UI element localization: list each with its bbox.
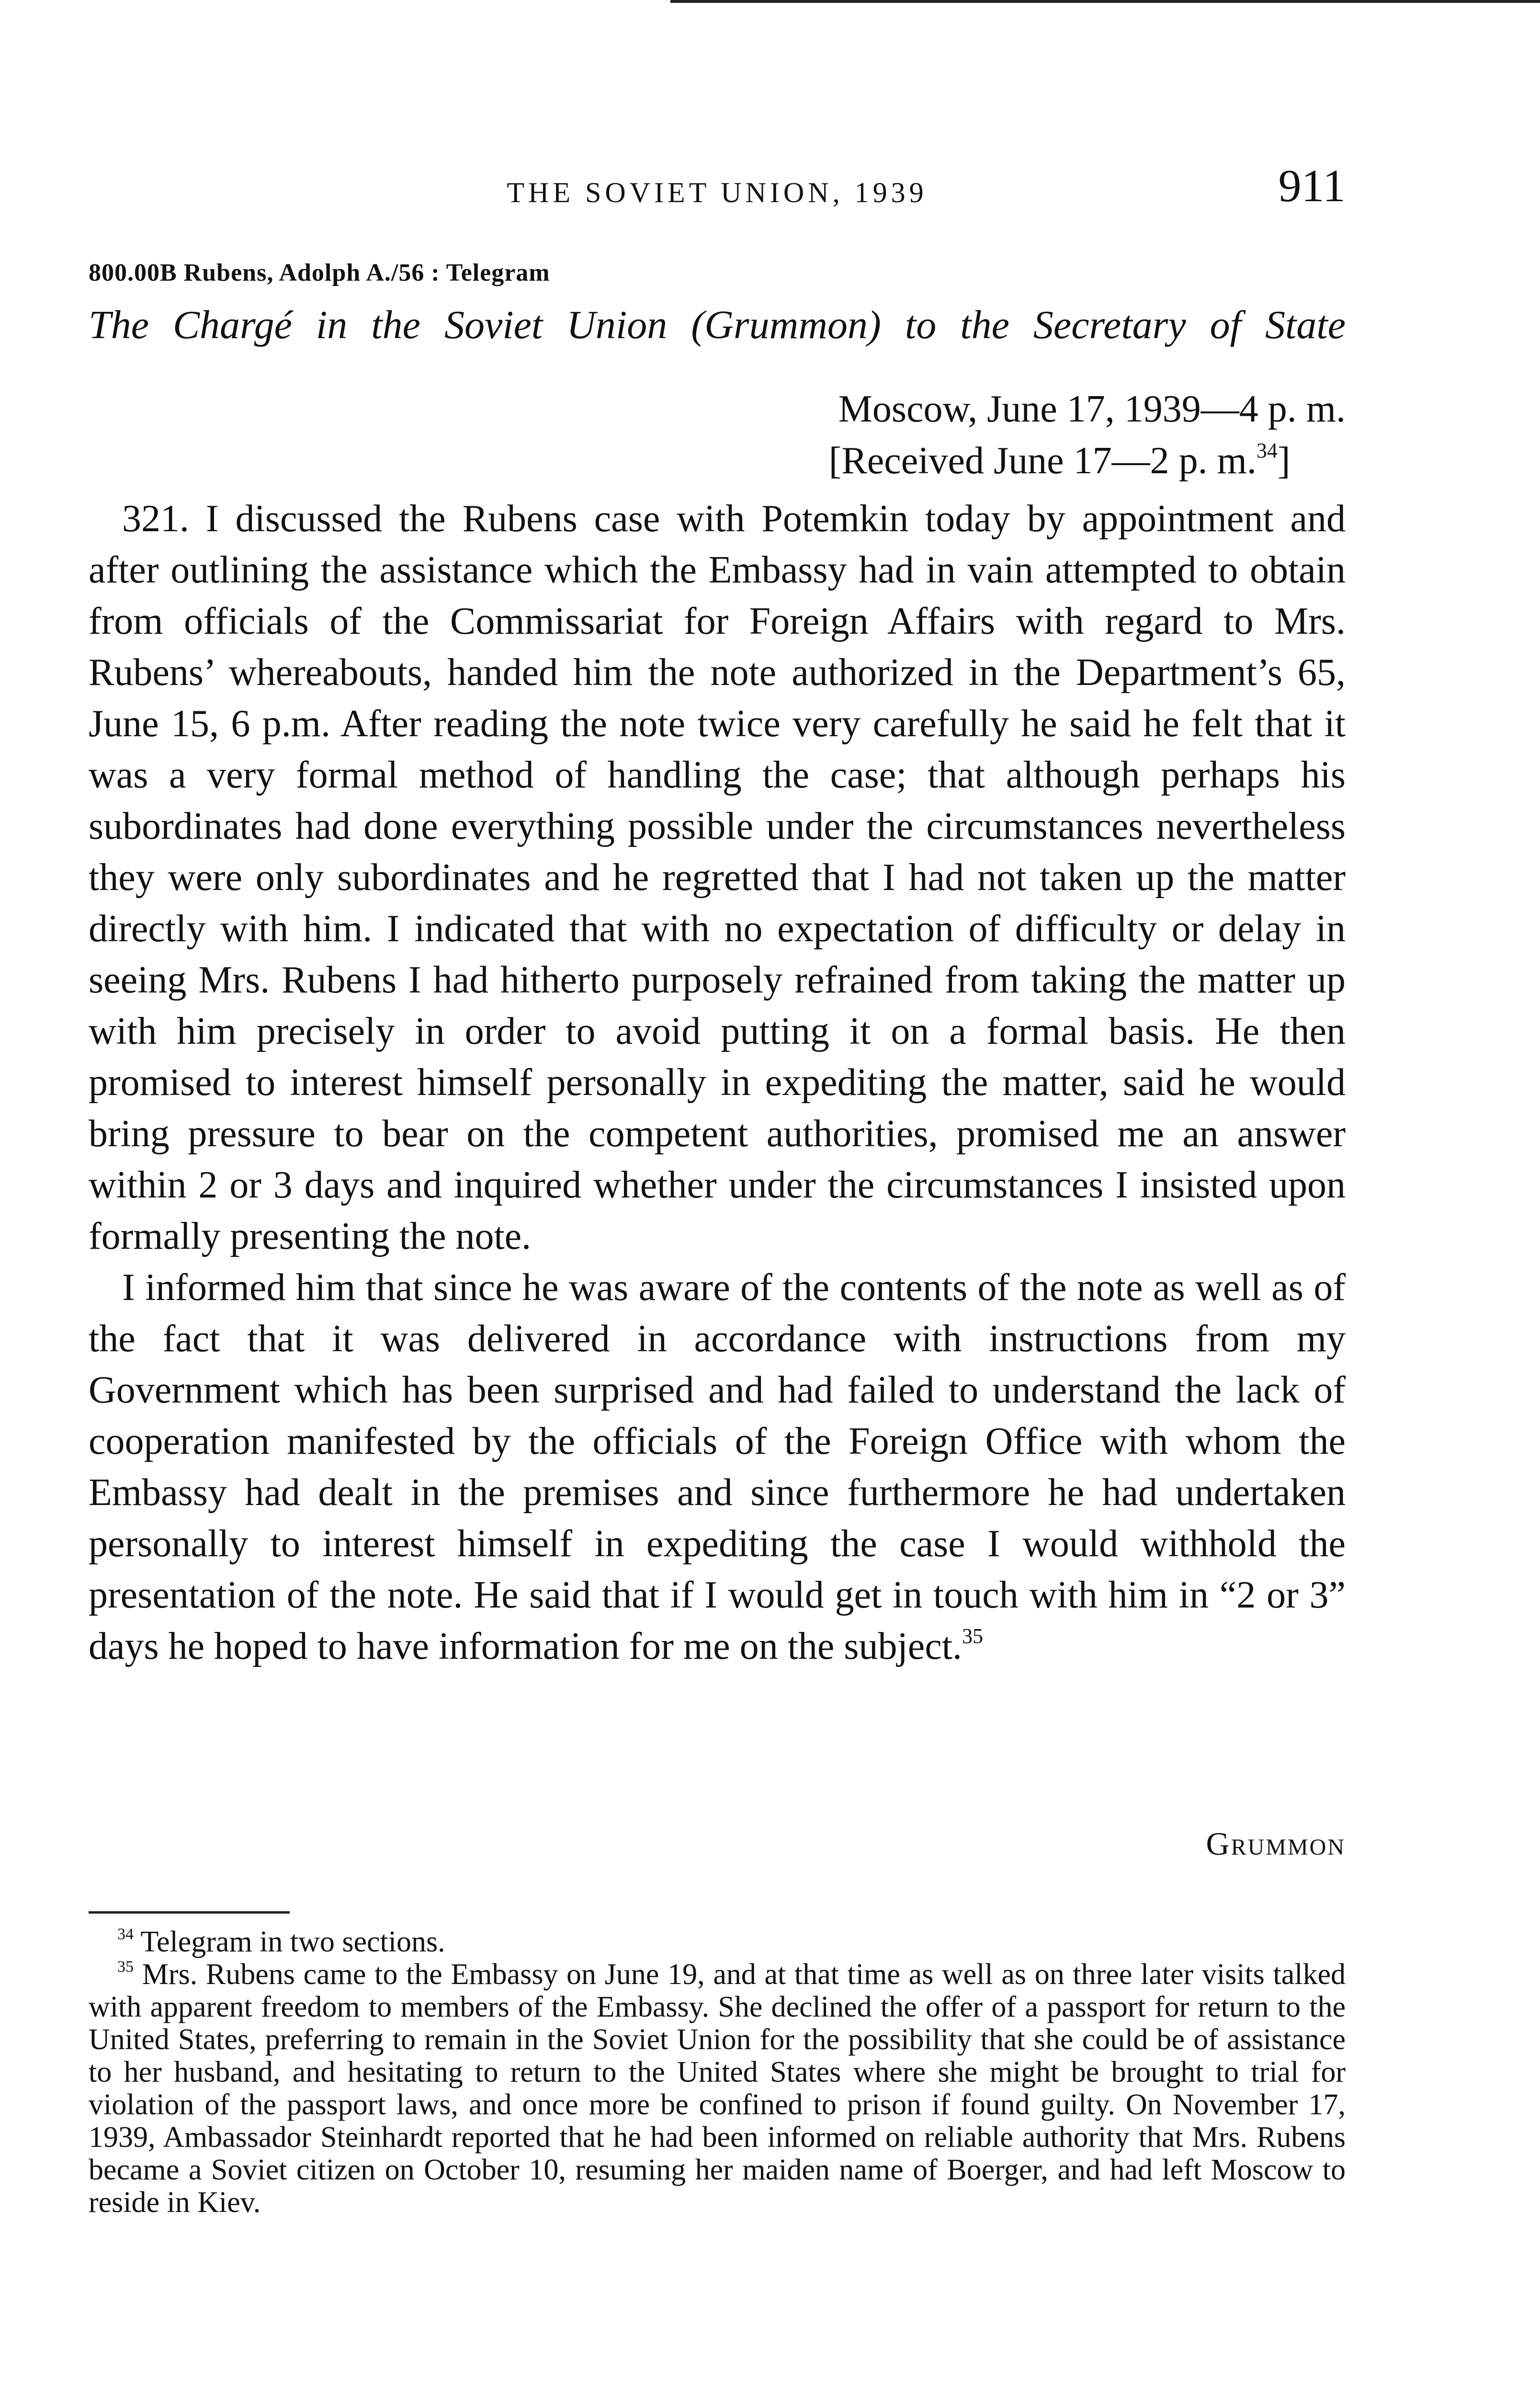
- body-paragraph-1-text: 321. I discussed the Rubens case with Potemkin today by appointment and after outlining the assistance which the Embassy had in vain attempted to obtain from officials of the Commissariat for Foreign Affairs with regard to Mrs. Rubens’ whereabouts, handed him the note authorized in the Department’s 65, June 15, 6 p.m. After reading the note twice very carefully he said he felt that it was a very formal method of handling the case; that although perhaps his subordinates had done everything possible under the circumstances nevertheless they were only subordinates and he regretted that I had not taken up the matter directly with him. I indicated that with no expectation of difficulty or delay in seeing Mrs. Rubens I had hitherto purposely refrained from taking the matter up with him precisely in order to avoid putting it on a formal basis. He then promised to interest himself personally in expediting the matter, said he would bring pressure to bear on the competent authorities, promised me an answer within 2 or 3 days and inquired whether under the circumstances I insisted upon formally presenting the note.: [89, 498, 1346, 1257]
- running-head-title: THE SOVIET UNION, 1939: [507, 177, 928, 208]
- dateline-place-date: Moscow, June 17, 1939—4 p. m.: [838, 388, 1346, 430]
- dateline-received-text: [Received June 17—2 p. m.: [828, 440, 1257, 482]
- footnote-34-marker: 34: [117, 1925, 134, 1943]
- document-title: The Chargé in the Soviet Union (Grummon) to the Secretary of State: [89, 303, 1346, 347]
- body-paragraph-1: [89, 493, 1346, 1262]
- footnote-35-marker: 35: [117, 1958, 134, 1976]
- signature: Grummon: [1206, 1825, 1346, 1862]
- footnote-34-text: Telegram in two sections.: [140, 1926, 445, 1958]
- dateline-received: [829, 435, 1346, 487]
- footnote-35-text: Mrs. Rubens came to the Embassy on June 19, and at that time as well as on three later visits talked with apparent freedom to members of the Embassy. She declined the offer of a passport for return to the United States, preferring to remain in the Soviet Union for the possibility that she could be of assistance to her husband, and hesitating to return to the United States where she might be brought to trial for violation of the passport laws, and once more be confined to prison if found guilty. On November 17, 1939, Ambassador Steinhardt reported that he had been informed on reliable authority that Mrs. Rubens became a Soviet citizen on October 10, resuming her maiden name of Boerger, and had left Moscow to reside in Kiev.: [89, 1958, 1346, 2219]
- footnote-35: [89, 1958, 1346, 2219]
- footnote-34: [89, 1926, 1346, 1958]
- dateline-received-close: ]: [1277, 440, 1291, 482]
- running-head: [89, 160, 1346, 235]
- body-paragraph-2-text: I informed him that since he was aware of the contents of the note as well as of the fact that it was delivered in accordance with instructions from my Government which has been surprised and had failed to understand the lack of cooperation manifested by the officials of the Foreign Office with whom the Embassy had dealt in the premises and since furthermore he had undertaken personally to interest himself in expediting the case I would withhold the presentation of the note. He said that if I would get in touch with him in “2 or 3” days he hoped to have information for me on the subject.: [89, 1266, 1346, 1667]
- footnote-ref-34: 34: [1256, 439, 1278, 462]
- top-border-rule: [670, 0, 1540, 3]
- footnote-ref-35: 35: [962, 1624, 983, 1648]
- footnote-separator: [89, 1911, 290, 1914]
- dateline: [828, 383, 1346, 487]
- document-file-id: 800.00B Rubens, Adolph A./56 : Telegram: [89, 259, 550, 286]
- footnotes: [89, 1926, 1346, 2219]
- telegram-body: [89, 493, 1346, 1672]
- body-paragraph-2: [89, 1262, 1346, 1672]
- page-number: 911: [1278, 160, 1346, 211]
